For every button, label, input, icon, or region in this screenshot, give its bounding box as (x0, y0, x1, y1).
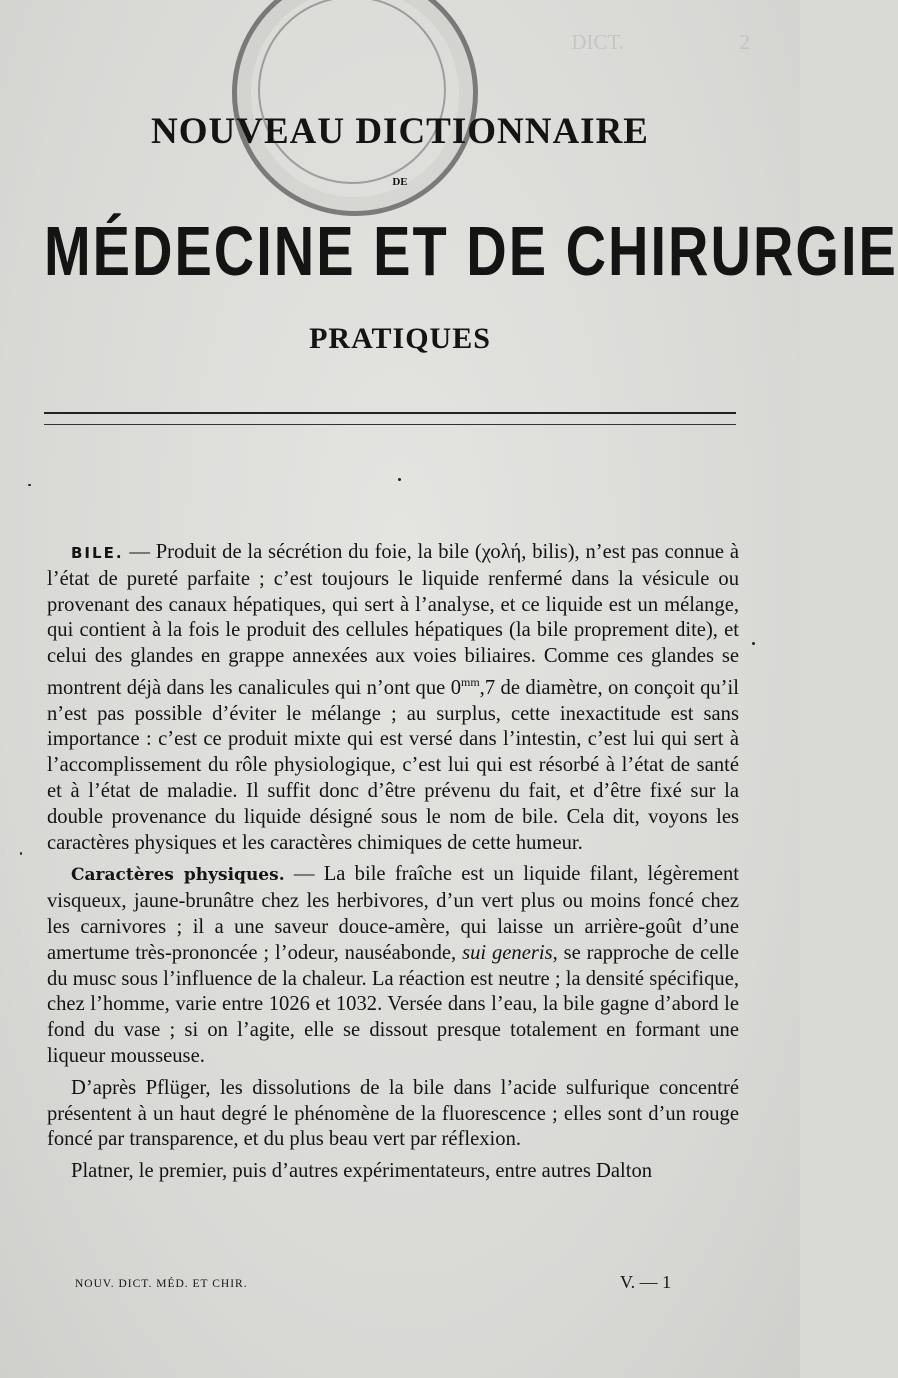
footer-volume: V. — 1 (620, 1272, 672, 1292)
paragraph-bile (47, 540, 739, 856)
paragraph-text: Platner, le premier, puis d’autres expérimentateurs, entre autres Dalton (71, 1160, 653, 1183)
paragraph-physical (47, 862, 739, 1069)
library-stamp-inner-ring (258, 0, 446, 184)
paragraph-text: ,7 de diamètre, on conçoit qu’il n’est pas possible d’éviter le mélange ; au surplus, cette inexactitude est sans importance : c’est ce produit mixte qui est versé dans l’intestin, c’est lui qui sert à l’accomplissement du rôle physiologique, c’est lui qui est résorbé à l’état de santé et à l’état de maladie. Il suffit donc d’être prévenu du fait, et d’être fixé sur la double provenance du liquide désigné sous le nom de bile. Cela dit, voyons les caractères physiques et les caractères chimiques de cette humeur. (47, 676, 739, 854)
title-de: DE (392, 176, 408, 188)
italic-term: sui generis (462, 941, 553, 964)
paragraph-text: — La bile fraîche est un liquide filant, légèrement visqueux, jaune-brunâtre chez les herbivores, d’un vert plus ou moins foncé chez les carnivores ; il a une saveur douce-amère, qui laisse un arrière-goût d’une amertume très-prononcée ; l’odeur, nauséabonde, (47, 863, 739, 964)
ink-speck (28, 484, 31, 486)
unit-superscript: mm (461, 674, 480, 689)
paragraph-pfluger (47, 1076, 739, 1153)
section-heading: Caractères physiques. (71, 865, 285, 886)
paragraph-text: D’après Pflüger, les dissolutions de la bile dans l’acide sulfurique concentré présentent à un haut degré le phénomène de la fluorescence ; elles sont d’un rouge foncé par transparence, et du plus beau vert par réflexion. (47, 1076, 739, 1151)
ink-speck (398, 478, 401, 481)
show-through-text: DICT. 2 (571, 30, 750, 54)
article-body (47, 540, 739, 1185)
paragraph-platner (47, 1159, 739, 1185)
title-line-2: MÉDECINE ET DE CHIRURGIE (44, 211, 898, 290)
title-line-1: NOUVEAU DICTIONNAIRE (151, 111, 649, 152)
ink-speck (752, 642, 755, 645)
footer-signature: NOUV. DICT. MÉD. ET CHIR. (75, 1278, 248, 1290)
ink-speck (20, 852, 22, 855)
paragraph-text: — Produit de la sécrétion du foie, la bile (χολή, bilis), n’est pas connue à l’état de pureté parfaite ; c’est toujours le liquide renfermé dans la vésicule ou provenant des canaux hépatiques, qui sert à l’analyse, et ce liquide est un mélange, qui contient à la fois le produit des cellules hépatiques (la bile proprement dite), et celui des glandes en grappe annexées aux voies biliaires. Comme ces glandes se montrent déjà dans les canalicules qui n’ont que 0 (47, 541, 739, 699)
title-rule-thin (44, 424, 736, 425)
entry-heading: BILE. (71, 544, 124, 562)
title-rule-thick (44, 412, 736, 414)
title-line-3: PRATIQUES (309, 322, 491, 355)
paragraph-text: , se rapproche de celle du musc sous l’influence de la chaleur. La réaction est neutre ; la densité spécifique, chez l’homme, varie entre 1026 et 1032. Versée dans l’eau, la bile gagne d’abord le fond du vase ; si on l’agite, elle se dissout presque totalement en formant une liqueur mousseuse. (47, 941, 739, 1067)
